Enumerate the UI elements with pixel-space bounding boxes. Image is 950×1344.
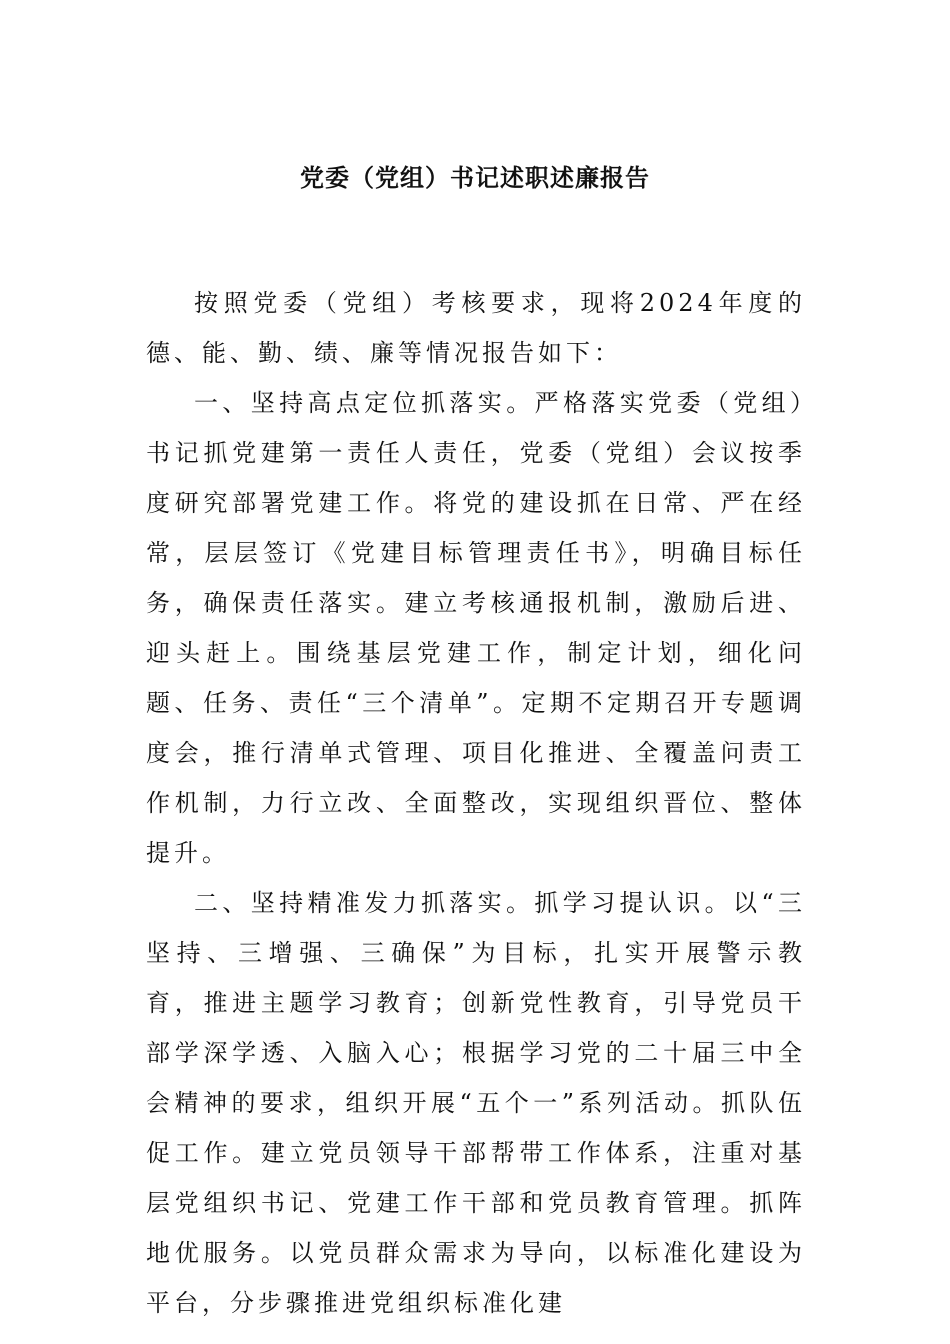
paragraph-section-1: 一、坚持高点定位抓落实。严格落实党委（党组）书记抓党建第一责任人责任，党委（党组）会议按季度研究部署党建工作。将党的建设抓在日常、严在经常，层层签订《党建目标管理责任书》，明确目标任务，确保责任落实。建立考核通报机制，激励后进、迎头赶上。围绕基层党建工作，制定计划，细化问题、任务、责任“三个清单”。定期不定期召开专题调度会，推行清单式管理、项目化推进、全覆盖问责工作机制，力行立改、全面整改，实现组织晋位、整体提升。 [146,389,806,867]
document-title: 党委（党组）书记述职述廉报告 [300,164,650,192]
paragraph-intro: 按照党委（党组）考核要求，现将2024年度的德、能、勤、绩、廉等情况报告如下： [146,289,806,367]
paragraph-section-2: 二、坚持精准发力抓落实。抓学习提认识。以“三坚持、三增强、三确保”为目标，扎实开展警示教育，推进主题学习教育；创新党性教育，引导党员干部学深学透、入脑入心；根据学习党的二十届三中全会精神的要求，组织开展“五个一”系列活动。抓队伍促工作。建立党员领导干部帮带工作体系，注重对基层党组织书记、党建工作干部和党员教育管理。抓阵地优服务。以党员群众需求为导向，以标准化建设为平台，分步骤推进党组织标准化建 [146,889,806,1317]
document-body [146,278,806,1328]
